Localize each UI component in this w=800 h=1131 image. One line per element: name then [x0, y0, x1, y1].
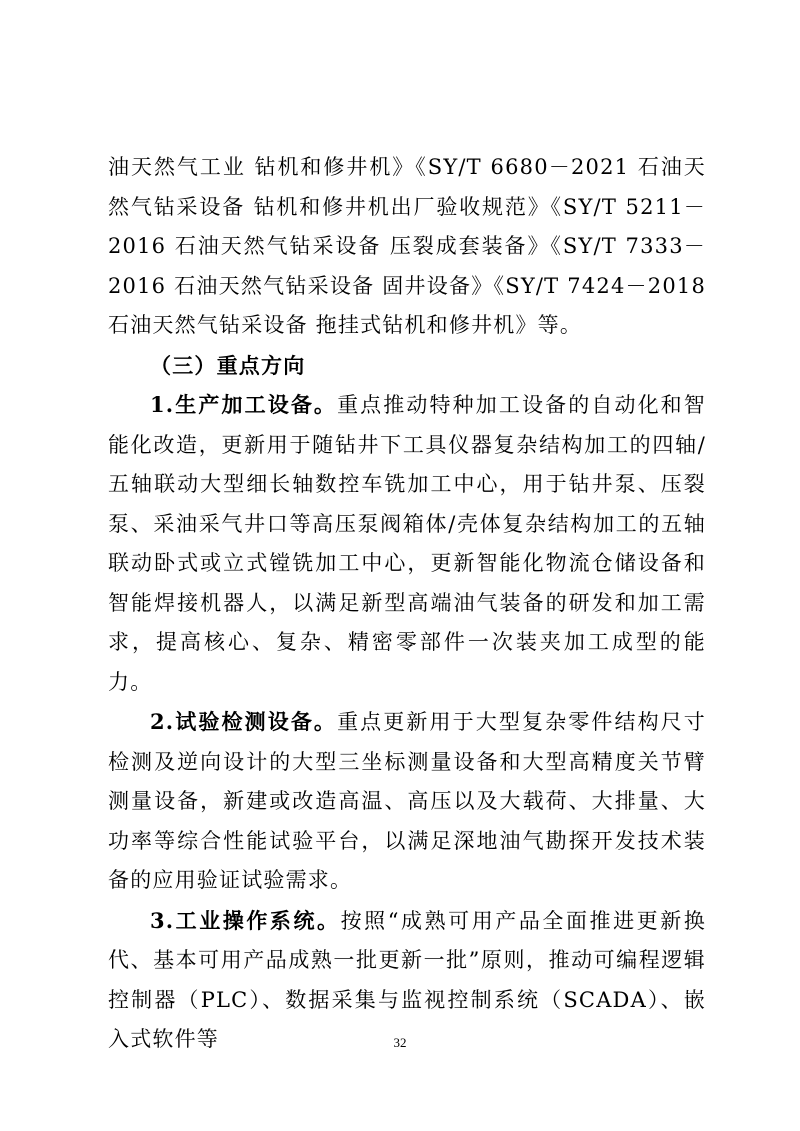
- item-body-2: 重点更新用于大型复杂零件结构尺寸检测及逆向设计的大型三坐标测量设备和大型高精度关节臂测量设备，新建或改造高温、高压以及大载荷、大排量、大功率等综合性能试验平台，以满足深地油气勘探开发技术装备的应用验证试验需求。: [108, 710, 706, 892]
- item-paragraph-2: [108, 702, 706, 901]
- item-paragraph-1: [108, 385, 706, 702]
- item-body-1: 重点推动特种加工设备的自动化和智能化改造，更新用于随钻井下工具仪器复杂结构加工的四轴/五轴联动大型细长轴数控车铣加工中心，用于钻井泵、压裂泵、采油采气井口等高压泵阀箱体/壳体复杂结构加工的五轴联动卧式或立式镗铣加工中心，更新智能化物流仓储设备和智能焊接机器人，以满足新型高端油气装备的研发和加工需求，提高核心、复杂、精密零部件一次装夹加工成型的能力。: [108, 393, 706, 694]
- item-title-3: 3.工业操作系统。: [150, 907, 341, 933]
- item-title-1: 1.生产加工设备。: [150, 392, 338, 417]
- continuation-paragraph: 油天然气工业 钻机和修井机》《SY/T 6680－2021 石油天然气钻采设备 钻机和修井机出厂验收规范》《SY/T 5211－2016 石油天然气钻采设备 压裂成套装备》《SY/T 7333－2016 石油天然气钻采设备 固井设备》《SY/T 7424－2018 石油天然气钻采设备 拖挂式钻机和修井机》等。: [108, 155, 706, 337]
- item-body-3: 按照“成熟可用产品全面推进更新换代、基本可用产品成熟一批更新一批”原则，推动可编程逻辑控制器（PLC）、数据采集与监视控制系统（SCADA）、嵌入式软件等: [108, 908, 706, 1051]
- section-heading: （三）重点方向: [150, 352, 306, 378]
- item-title-2: 2.试验检测设备。: [150, 709, 338, 734]
- page-number: 32: [393, 1035, 407, 1050]
- document-body: [108, 148, 706, 1060]
